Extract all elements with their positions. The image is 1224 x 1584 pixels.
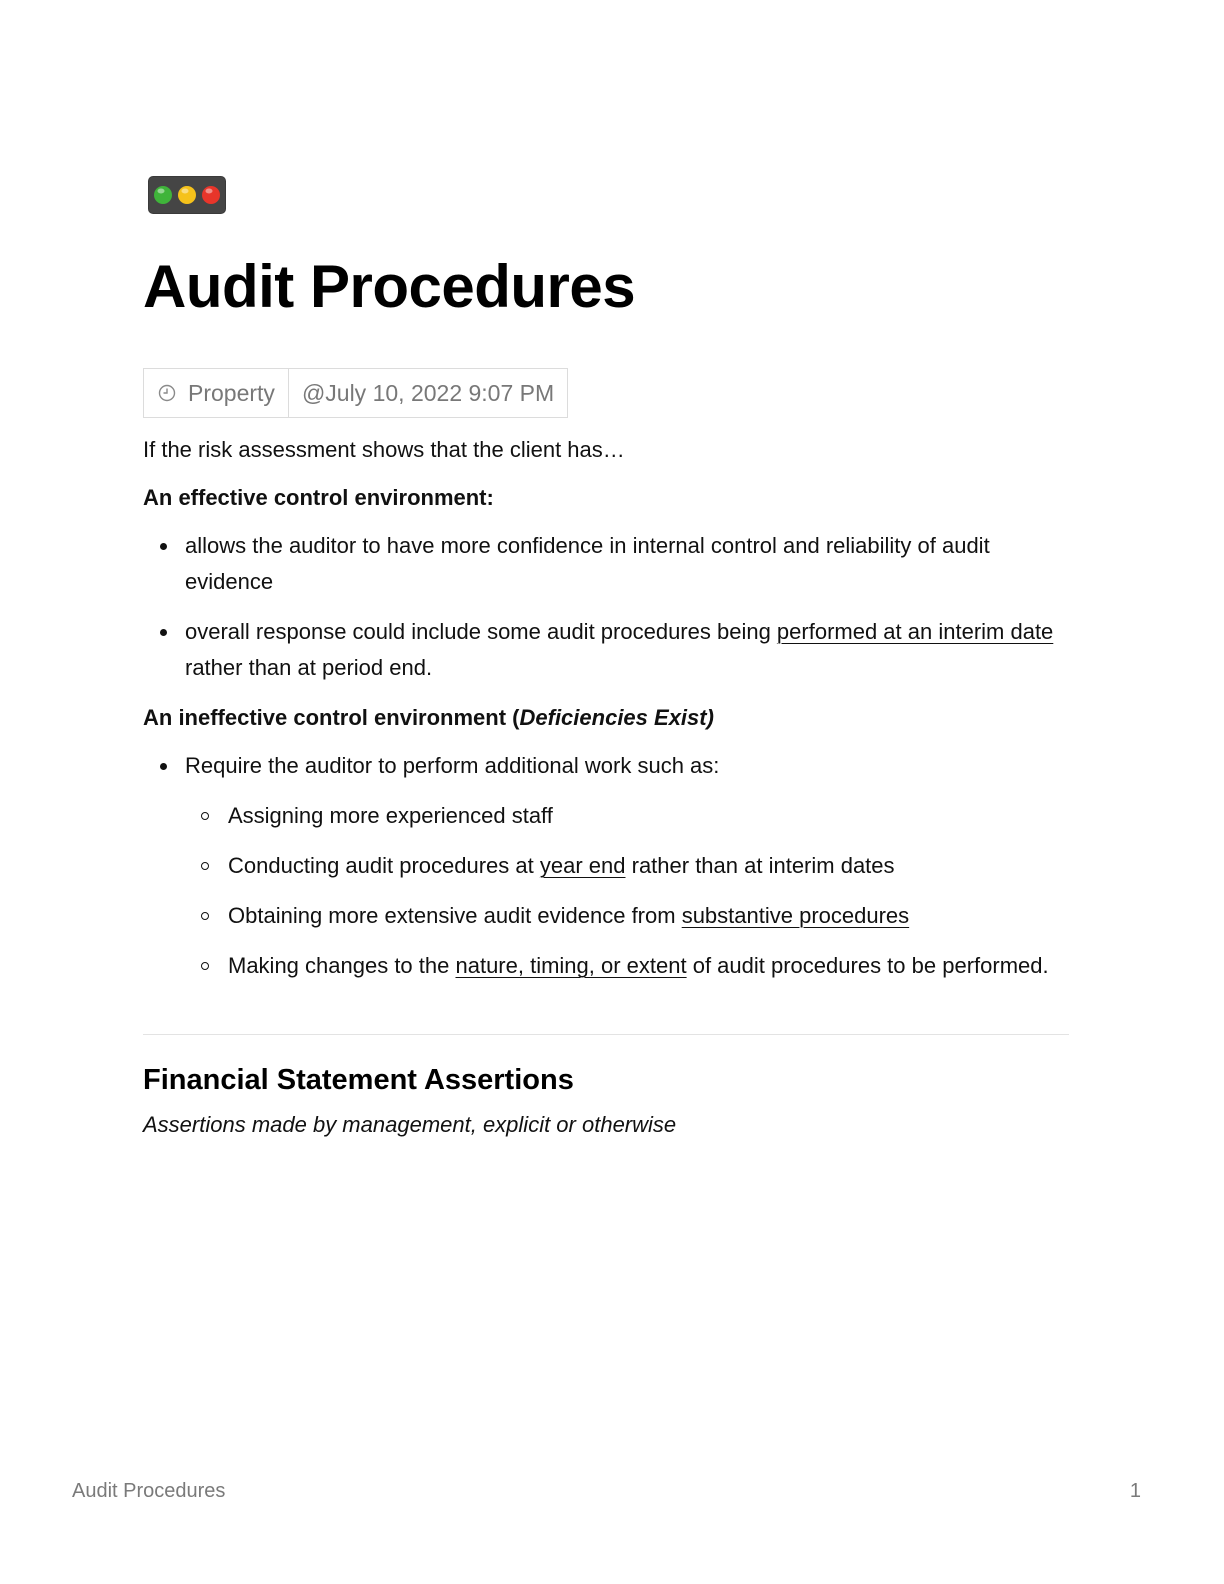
clock-icon bbox=[158, 384, 176, 402]
page-content bbox=[143, 432, 1069, 998]
sub-list-item: Obtaining more extensive audit evidence from substantive procedures bbox=[185, 898, 1069, 934]
list-item-text: Require the auditor to perform additional work such as: bbox=[185, 753, 720, 778]
link-nature-timing-extent[interactable]: nature, timing, or extent bbox=[455, 953, 687, 978]
section-heading: Financial Statement Assertions bbox=[143, 1064, 574, 1096]
intro-text: If the risk assessment shows that the client has… bbox=[143, 437, 625, 462]
divider bbox=[143, 1034, 1069, 1035]
property-row[interactable] bbox=[143, 368, 568, 418]
property-value-cell[interactable] bbox=[289, 369, 567, 417]
property-name-cell[interactable] bbox=[144, 369, 289, 417]
ineffective-sublist bbox=[185, 798, 1069, 984]
footer-title: Audit Procedures bbox=[72, 1480, 226, 1502]
link-year-end[interactable]: year end bbox=[539, 853, 626, 878]
list-item: overall response could include some audit procedures being performed at an interim date rather than at period end. bbox=[143, 614, 1069, 686]
link-interim-date[interactable]: performed at an interim date bbox=[776, 619, 1054, 644]
traffic-light-icon bbox=[148, 176, 226, 214]
ineffective-list bbox=[143, 748, 1069, 984]
list-item-text: allows the auditor to have more confidence in internal control and reliability of audit evidence bbox=[185, 533, 990, 594]
property-value: @July 10, 2022 9:07 PM bbox=[301, 379, 555, 406]
ineffective-heading: An ineffective control environment (Deficiencies Exist) bbox=[143, 705, 714, 730]
list-item bbox=[143, 528, 1069, 600]
sub-list-item: Making changes to the nature, timing, or extent of audit procedures to be performed. bbox=[185, 948, 1069, 984]
sub-list-item: Assigning more experienced staff bbox=[185, 798, 1069, 834]
page-title: Audit Procedures bbox=[143, 253, 636, 320]
effective-list bbox=[143, 528, 1069, 686]
link-substantive-procedures[interactable]: substantive procedures bbox=[681, 903, 910, 928]
section-subtitle: Assertions made by management, explicit or otherwise bbox=[143, 1112, 677, 1137]
sub-list-item: Conducting audit procedures at year end rather than at interim dates bbox=[185, 848, 1069, 884]
list-item bbox=[143, 748, 1069, 984]
property-name: Property bbox=[188, 379, 275, 406]
page-number: 1 bbox=[1129, 1480, 1141, 1502]
effective-heading: An effective control environment: bbox=[143, 485, 494, 510]
